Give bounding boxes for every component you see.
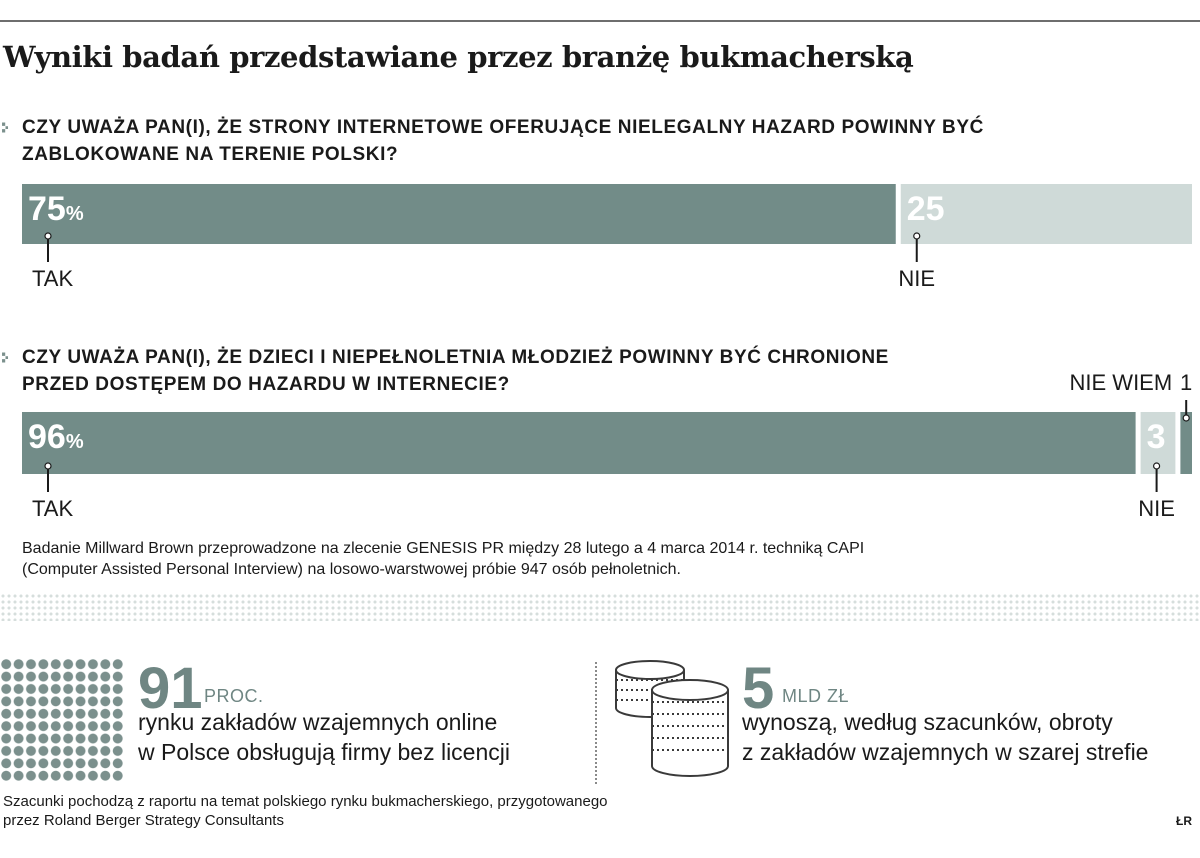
stat-2-line1: wynoszą, według szacunków, obroty xyxy=(742,709,1113,735)
chart-1-blocking xyxy=(0,180,1200,295)
stat-1-line1: rynku zakładów wzajemnych online xyxy=(138,709,498,735)
stat-2-unit: MLD ZŁ xyxy=(782,686,850,706)
stat-2-description xyxy=(742,707,1148,767)
stat-1-description xyxy=(138,707,510,767)
stat-1-line2: w Polsce obsługują firmy bez licencji xyxy=(138,739,510,765)
stat-1-number: 91 xyxy=(138,656,203,721)
question-2-line2: PRZED DOSTĘPEM DO HAZARDU W INTERNECIE? xyxy=(22,374,510,395)
dot-grid-icon xyxy=(0,658,124,782)
source-note xyxy=(22,538,864,580)
question-1-line2: ZABLOKOWANE NA TERENIE POLSKI? xyxy=(22,144,399,165)
author-credit: ŁR xyxy=(1176,814,1192,828)
source-line2: (Computer Assisted Personal Interview) na losowo-warstwowej próbie 947 osób pełnoletnich. xyxy=(22,561,681,578)
stat-2-number: 5 xyxy=(742,656,775,721)
stats-separator xyxy=(595,662,597,784)
footnote-line1: Szacunki pochodzą z raportu na temat polskiego rynku bukmacherskiego, przygotowanego xyxy=(3,793,608,810)
tick-dot-nie xyxy=(914,233,920,239)
tick-dot-nie xyxy=(1154,463,1160,469)
bar-value-tak: 75% xyxy=(28,190,84,228)
tick-dot-tak xyxy=(45,463,51,469)
question-2-line1: CZY UWAŻA PAN(I), ŻE DZIECI I NIEPEŁNOLETNIA MŁODZIEŻ POWINNY BYĆ CHRONIONE xyxy=(22,347,889,368)
bar-value-tak: 96% xyxy=(28,418,84,456)
category-label-nie: NIE xyxy=(1138,496,1175,521)
bar-value-nie-wiem: 1 xyxy=(1179,370,1193,395)
stat-2-line2: z zakładów wzajemnych w szarej strefie xyxy=(742,739,1149,765)
tick-dot-tak xyxy=(45,233,51,239)
source-line1: Badanie Millward Brown przeprowadzone na zlecenie GENESIS PR między 28 lutego a 4 marca 2014 r. techniką CAPI xyxy=(22,540,865,557)
question-1-line1: CZY UWAŻA PAN(I), ŻE STRONY INTERNETOWE OFERUJĄCE NIELEGALNY HAZARD POWINNY BYĆ xyxy=(22,117,984,138)
tick-dot-nie-wiem xyxy=(1183,415,1189,421)
question-1-marker-icon: ∶· xyxy=(1,118,9,138)
category-label-tak: TAK xyxy=(32,266,74,291)
dotted-divider-band xyxy=(0,593,1200,621)
top-rule xyxy=(0,20,1200,22)
category-label-tak: TAK xyxy=(32,496,74,521)
category-label-nie: NIE xyxy=(898,266,936,291)
bar-unit-tak: % xyxy=(65,431,84,453)
question-2-marker-icon: ∶· xyxy=(1,348,9,368)
bar-value-nie: 3 xyxy=(1146,418,1166,456)
stat-1-unit: PROC. xyxy=(204,686,264,706)
footnote xyxy=(3,792,608,830)
bar-tak xyxy=(22,184,896,244)
category-label-nie-wiem: NIE WIEM xyxy=(1069,370,1173,395)
bar-value-nie: 25 xyxy=(906,190,945,228)
chart-2-protection xyxy=(0,362,1200,522)
question-1-text xyxy=(22,114,984,168)
bar-tak xyxy=(22,412,1136,474)
infographic-title: Wyniki badań przedstawiane przez branżę bukmacherską xyxy=(3,40,914,74)
bar-unit-tak: % xyxy=(65,203,84,225)
footnote-line2: przez Roland Berger Strategy Consultants xyxy=(3,812,284,829)
coins-icon xyxy=(610,656,732,784)
